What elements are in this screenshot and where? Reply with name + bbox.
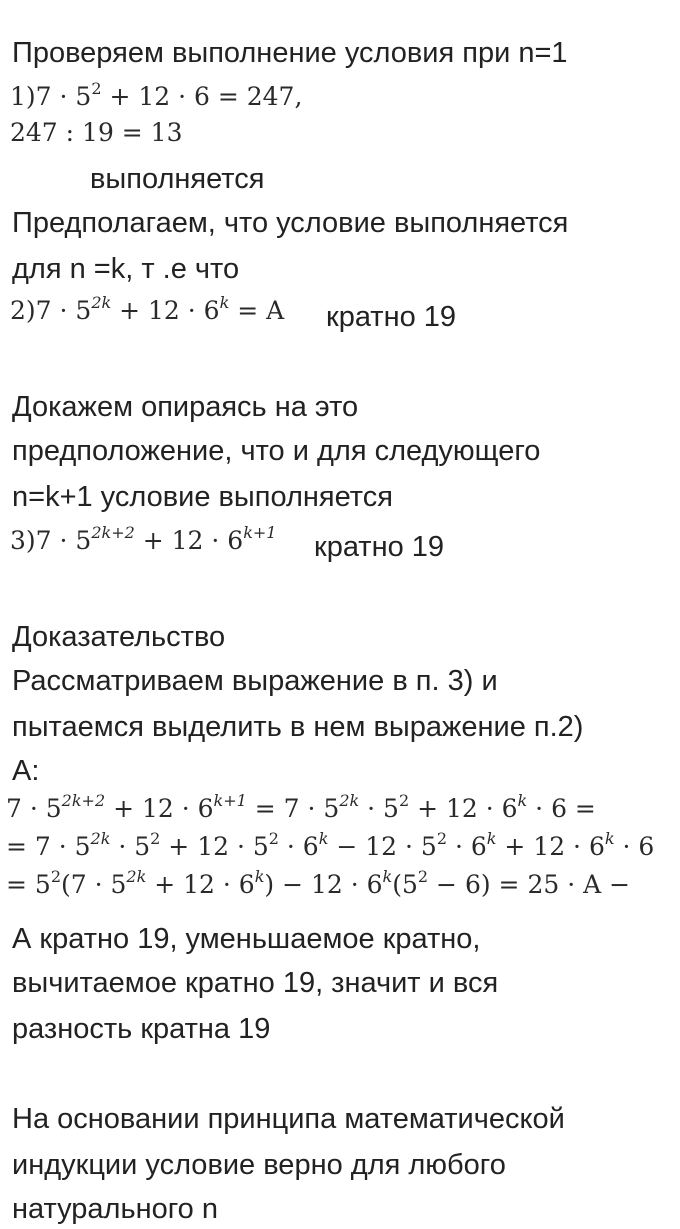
line-proof-heading: Доказательство — [12, 621, 226, 653]
formula-step-3: $3)7 \cdot 5^{2k+2} + 12 \cdot 6^{k+1}$ — [10, 523, 277, 555]
line-conclusion-3: разность кратна 19 — [12, 1013, 271, 1045]
line-assumption: предположение, что и для следующего — [12, 435, 541, 467]
line-conclusion-1: А кратно 19, уменьшаемое кратно, — [12, 923, 481, 955]
line-principle-2: индукции условие верно для любого — [12, 1149, 506, 1181]
line-conclusion-2: вычитаемое кратно 19, значит и вся — [12, 967, 499, 999]
line-consider: Рассматриваем выражение в п. 3) и — [12, 665, 498, 697]
line-principle-1: На основании принципа математической — [12, 1103, 565, 1135]
formula-line-1: $7 \cdot 5^{2k+2} + 12 \cdot 6^{k+1} = 7 \cdot 5^{2k} \cdot 5^2 + 12 \cdot 6^k \cdot 6$ = — [6, 791, 596, 823]
line-extract: пытаемся выделить в нем выражение п.2) — [12, 711, 584, 743]
formula-line-2: = $7 \cdot 5^{2k} \cdot 5^2 + 12 \cdot 5^2 \cdot 6^k - 12 \cdot 5^2 \cdot 6^k + 12 \cdot 6^k \cdot 6$ — [6, 829, 655, 861]
formula-line-3: = $5^2(7 \cdot 5^{2k} + 12 \cdot 6^k) - 12 \cdot 6^k(5^2 - 6) = 25 \cdot A$ − — [6, 867, 631, 899]
line-next-n: n=k+1 условие выполняется — [12, 481, 393, 513]
line-prove: Докажем опираясь на это — [12, 391, 359, 423]
formula-division: 247 : 19 = 13 — [10, 118, 183, 147]
line-for-k: для n =k, т .е что — [12, 253, 240, 285]
line-multiple-19-a: кратно 19 — [326, 301, 457, 333]
line-a-label: А: — [12, 755, 40, 787]
line-holds: выполняется — [90, 163, 265, 195]
formula-step-1: $1)7 \cdot 5^2 + 12 \cdot 6 = 247$, — [10, 79, 303, 111]
line-multiple-19-b: кратно 19 — [314, 531, 445, 563]
line-check-n1: Проверяем выполнение условия при n=1 — [12, 37, 568, 69]
formula-step-2: $2)7 \cdot 5^{2k} + 12 \cdot 6^k = A$ — [10, 293, 285, 325]
line-assume: Предполагаем, что условие выполняется — [12, 207, 569, 239]
line-principle-3: натурального n — [12, 1193, 218, 1225]
